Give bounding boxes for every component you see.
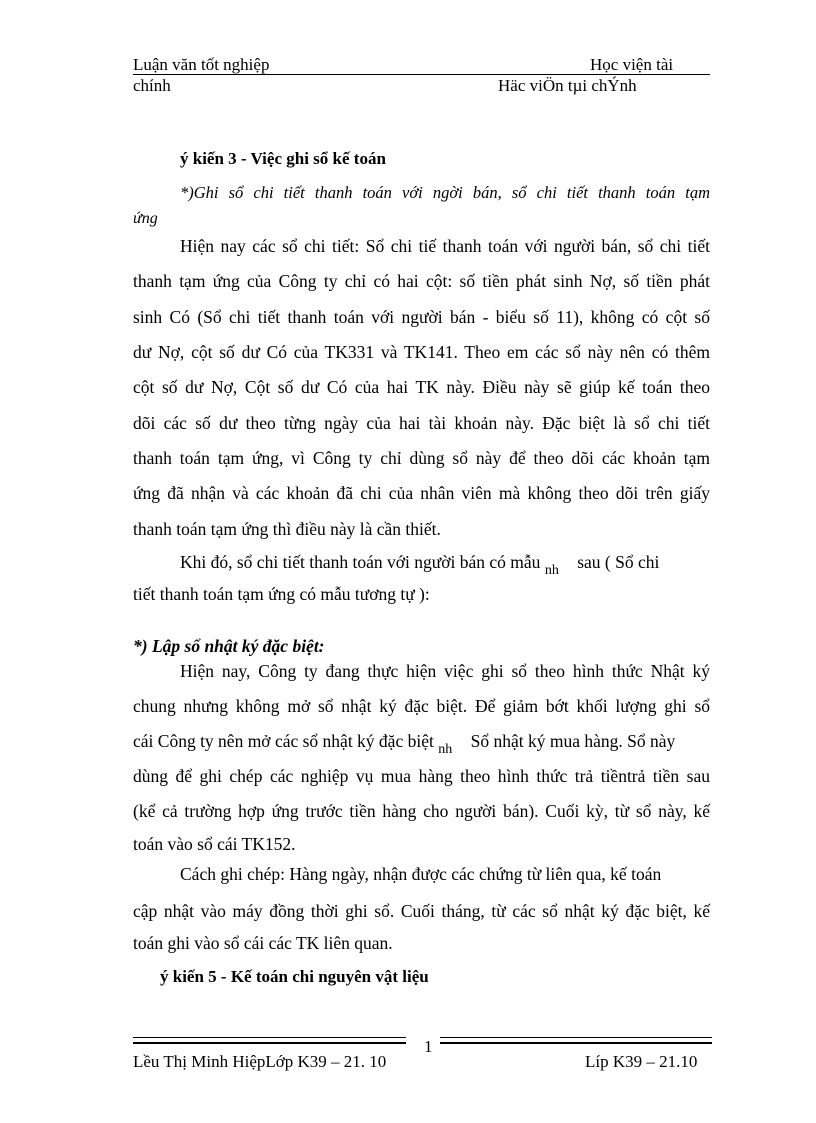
section4-para1-sub: nh [438,742,453,757]
footer-rule-left-top [133,1037,406,1038]
section4-para1-text-b: Sổ nhật ký mua hàng. Sổ này [470,731,676,751]
section4-para1-text-a: cái Công ty nên mở các sổ nhật ký đặc biệt [133,731,434,751]
section3-para2-text-a: Khi đó, sổ chi tiết thanh toán với người bán có mẫu [180,552,541,572]
section4-para1-line: Hiện nay, Công ty đang thực hiện việc ghi sổ theo hình thức Nhật ký [180,661,710,681]
header-right-line1: Học viện tài [590,55,674,74]
section3-para1-line: ứng đã nhận và các khoản đã chi của nhân viên mà không theo dõi trên giấy [133,483,710,503]
section3-heading: ý kiến 3 - Việc ghi sổ kế toán [180,149,386,168]
section4-para1-line: chung nhưng không mở sổ nhật ký đặc biệt. Để giảm bớt khối lượng ghi sổ [133,696,710,716]
section3-subheading-line2: ứng [133,210,158,227]
section5-heading: ý kiến 5 - Kế toán chi nguyên vật liệu [160,967,429,986]
section4-para2-line: Cách ghi chép: Hàng ngày, nhận được các chứng từ liên qua, kế toán [180,864,662,884]
section3-para1-line: thanh toán tạm ứng, vì Công ty chỉ dùng sổ này để theo dõi các khoản tạm [133,448,710,468]
section3-para2-sub: nh [544,563,559,578]
section3-para1-line: sinh Có (Sổ chi tiết thanh toán với người bán - biểu số 11), không có cột số [133,307,710,327]
section4-para2-line: toán ghi vào sổ cái các TK liên quan. [133,933,393,953]
header-left-line2: chính [133,76,171,95]
header-rule [133,74,710,75]
section4-para2-line: cập nhật vào máy đồng thời ghi sổ. Cuối tháng, từ các sổ nhật ký đặc biệt, kế [133,901,710,921]
section3-para2-line1 [180,552,660,578]
section3-subheading-line1: *)Ghi sổ chi tiết thanh toán với ngời bán, sổ chi tiết thanh toán tạm [180,183,710,202]
section4-para1-line: (kể cả trường hợp ứng trước tiền hàng cho người bán). Cuối kỳ, từ sổ này, kế [133,801,710,821]
section3-para2-text-b: sau ( Sổ chi [577,552,660,572]
section3-para1-line: Hiện nay các sổ chi tiết: Sổ chi tiế thanh toán với người bán, sổ chi tiết [180,236,710,256]
section3-para1-line: dư Nợ, cột số dư Có của TK331 và TK141. Theo em các sổ này nên có thêm [133,342,710,362]
section4-heading: *) Lập sổ nhật ký đặc biệt: [133,636,325,656]
section3-para1-line: cột số dư Nợ, Cột số dư Có của hai TK này. Điều này sẽ giúp kế toán theo [133,377,710,397]
section4-para1-line3 [133,731,710,757]
section4-para1-line: dùng để ghi chép các nghiệp vụ mua hàng theo hình thức trả tiềntrả tiền sau [133,766,710,786]
section3-para1-line: thanh tạm ứng của Công ty chỉ có hai cột: số tiền phát sinh Nợ, số tiền phát [133,271,710,291]
footer-rule-right-top [440,1037,712,1038]
header-left-line1: Luận văn tốt nghiệp [133,55,270,74]
page-number: 1 [424,1037,433,1056]
section4-para1-line: toán vào sổ cái TK152. [133,834,296,854]
header-right-line2: Häc viÖn tµi chÝnh [498,76,637,95]
footer-right: Líp K39 – 21.10 [585,1052,698,1071]
footer-rule-right-bottom [440,1042,712,1044]
footer-rule-left-bottom [133,1042,406,1044]
footer-left: Lều Thị Minh HiệpLớp K39 – 21. 10 [133,1052,387,1071]
section3-para2-line2: tiết thanh toán tạm ứng có mẫu tương tự ): [133,584,430,604]
section3-para1-line: dõi các số dư theo từng ngày của hai tài khoản này. Đặc biệt là sổ chi tiết [133,413,710,433]
section3-para1-line: thanh toán tạm ứng thì điều này là cần thiết. [133,519,441,539]
